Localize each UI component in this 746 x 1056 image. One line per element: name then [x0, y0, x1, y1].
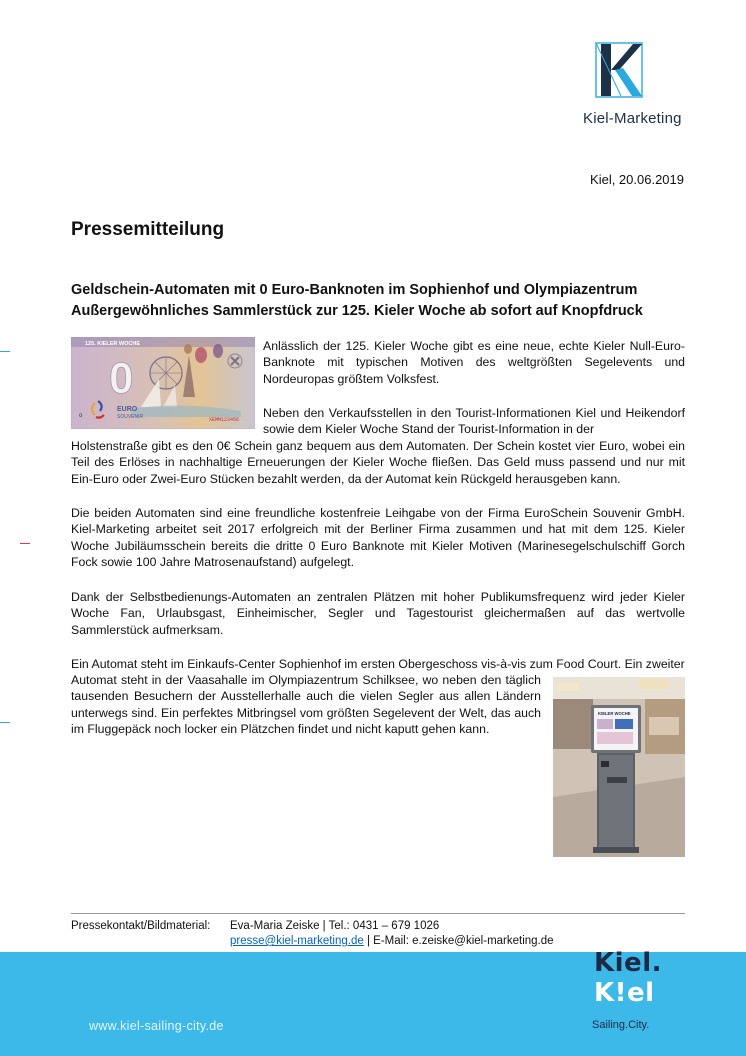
date: Kiel, 20.06.2019	[590, 172, 684, 187]
banknote-souvenir: SOUVENIR	[117, 414, 144, 420]
footer-url[interactable]: www.kiel-sailing-city.de	[89, 1019, 224, 1033]
paragraph-4: Dank der Selbstbedienungs-Automaten an zentralen Plätzen mit hoher Publikumsfrequenz wird jeder Kieler Woche Fan, Urlaubsgast, Einheimischer, Segler und Tagestourist gleichermaßen auf das wertvolle Sammlerstück aufmerksam.	[71, 590, 685, 637]
banknote-title: 125. KIELER WOCHE	[85, 341, 141, 347]
kiel-marketing-k-icon	[595, 42, 643, 98]
contact-label: Pressekontakt/Bildmaterial:	[71, 920, 211, 932]
paragraph-5-intro: Ein Automat steht im Einkaufs-Center Sophienhof im ersten Obergeschoss vis-à-vis zum Food Court. Ein zweiter	[71, 657, 685, 671]
paragraph-2: Holstenstraße gibt es den 0€ Schein ganz bequem aus dem Automaten. Der Schein kostet vier Euro, wobei ein Teil des Erlöses in nachhaltige Erneuerungen der Kieler Woche fließen. Das Geld muss passend und nur mit Ein-Euro oder Zwei-Euro Stücken bezahlt werden, da der Automat kein Rückgeld herausgeben kann.	[71, 439, 685, 486]
paragraph-2-intro: Neben den Verkaufsstellen in den Tourist-Informationen Kiel und Heikendorf sowie dem Kieler Woche Stand der Tourist-Information in der	[263, 406, 685, 437]
press-email-link[interactable]: presse@kiel-marketing.de	[230, 935, 364, 947]
paragraph-3: Die beiden Automaten sind eine freundliche kostenfreie Leihgabe von der Firma EuroSchein Souvenir GmbH. Kiel-Marketing arbeitet seit 2017 erfolgreich mit der Berliner Firma zusammen und hat mit dem 125. Kieler Woche Jubiläumsschein bereits die dritte 0 Euro Banknote mit Kieler Motiven (Marinesegelschulschiff Gorch Fock sowie 100 Jahre Matrosenaufstand) aufgelegt.	[71, 506, 685, 569]
paragraph-1: Anlässlich der 125. Kieler Woche gibt es eine neue, echte Kieler Null-Euro-Banknote mit typischen Motiven des weltgrößten Segelevents und Nordeuropas größtem Volksfest.	[263, 339, 685, 386]
kiel-sailing-city-logo	[588, 944, 678, 1034]
kiel-logo-word: Kiel.	[594, 948, 662, 978]
banknote-image	[71, 337, 255, 429]
svg-text:o: o	[79, 413, 83, 419]
vending-machine-photo	[553, 677, 685, 857]
contact-name-line: Eva-Maria Zeiske | Tel.: 0431 – 679 1026	[230, 920, 440, 932]
paragraph-5: Automat steht in der Vaasahalle im Olympiazentrum Schilksee, wo neben den täglich tausenden Besuchern der Ausstellerhalle auch die vielen Segler aus allen Ländern unterwegs sind. Ein perfektes Mitbringsel vom größten Segelevent der Welt, das auch im Fluggepäck noch locker ein Plätzchen findet und nicht kaputt gehen kann.	[71, 673, 541, 736]
contact-email-line	[230, 934, 554, 949]
subtitle	[71, 280, 691, 322]
logo-text: Kiel-Marketing	[583, 110, 682, 127]
margin-mark	[0, 351, 10, 352]
banknote-serial: XEMM123456	[209, 417, 240, 423]
margin-mark	[0, 722, 10, 723]
footer-rule	[71, 913, 685, 914]
kiel-marketing-logo	[583, 42, 683, 132]
contact-email-rest: | E-Mail: e.zeiske@kiel-marketing.de	[363, 935, 554, 947]
banknote-euro-label: EURO	[117, 406, 138, 413]
kiel-logo-tagline: Sailing.City.	[592, 1019, 650, 1031]
subtitle-line-1: Geldschein-Automaten mit 0 Euro-Banknoten im Sophienhof und Olympiazentrum	[71, 282, 638, 298]
kiosk-screen-title: KIELER WOCHE	[598, 711, 631, 716]
page-title: Pressemitteilung	[71, 219, 225, 240]
contact-details	[230, 919, 554, 949]
kiel-logo-word-2: K!el	[594, 978, 655, 1008]
subtitle-line-2: Außergewöhnliches Sammlerstück zur 125. Kieler Woche ab sofort auf Knopfdruck	[71, 303, 643, 319]
margin-mark	[20, 543, 30, 544]
banknote-zero: 0	[109, 354, 134, 403]
